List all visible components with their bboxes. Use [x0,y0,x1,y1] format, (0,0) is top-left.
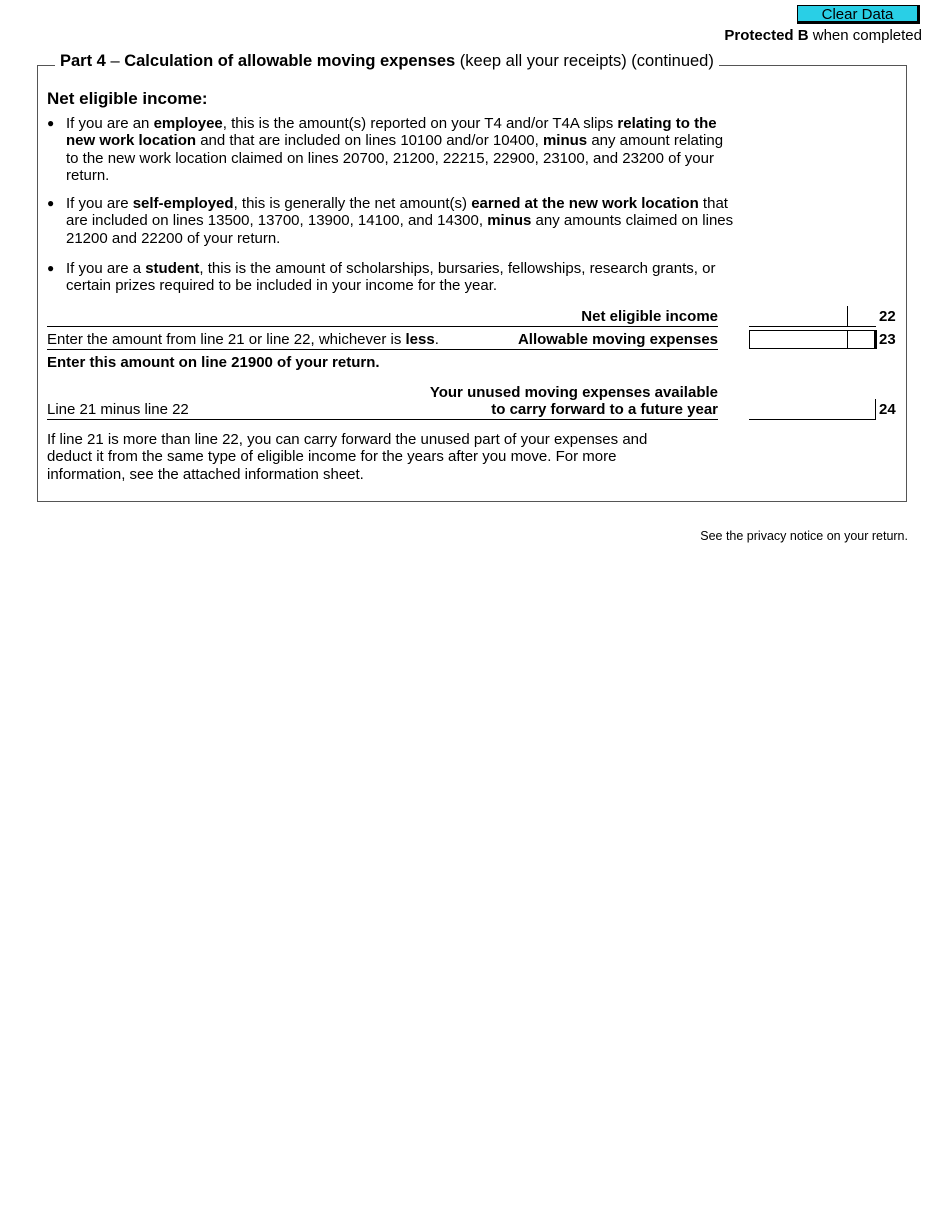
line23-cents-separator [847,330,848,349]
clear-data-button[interactable]: Clear Data [797,5,920,24]
line23-divider [47,349,718,350]
bullet-icon: ● [47,261,55,275]
part4-heading: Calculation of allowable moving expenses [124,52,456,70]
part4-number: Part 4 [60,52,106,70]
line22-label: Net eligible income [581,308,718,325]
bullet-icon: ● [47,116,55,130]
line22-cents-separator [847,306,848,326]
part4-dash: – [105,52,125,70]
net-eligible-income-heading: Net eligible income: [47,89,208,108]
line24-cents-separator [875,399,876,419]
line24-label-line2: to carry forward to a future year [491,401,718,418]
protected-b-notice [724,27,922,44]
carry-forward-note: If line 21 is more than line 22, you can carry forward the unused part of your expenses and deduct it from the same type of eligible income for the years after you move. For more information, see the attached information sheet. [47,431,648,483]
protected-b-label: Protected B [724,27,809,44]
line24-divider [47,419,718,420]
line23-instruction: Enter the amount from line 21 or line 22, whichever is less. [47,331,439,348]
line24-amount-field[interactable] [752,401,872,418]
part4-title [55,52,719,71]
bullet-icon: ● [47,196,55,210]
line23-box-edge [875,330,877,349]
line23-amount-field[interactable] [752,331,844,348]
bullet-self-employed-text: If you are self-employed, this is generally the net amount(s) earned at the new work location that are included on lines 13500, 13700, 13900, 14100, and 14300, minus any amounts claimed on lines 21200 and 22200 of your return. [66,195,734,247]
line23-number: 23 [879,331,896,348]
line24-field-underline [749,419,876,420]
bullet-employee-text: If you are an employee, this is the amount(s) reported on your T4 and/or T4A slips relating to the new work location and that are included on lines 10100 and/or 10400, minus any amount relating to the new work location claimed on lines 20700, 21200, 22215, 22900, 23100, and 23200 of your return. [66,115,724,184]
line24-calculation-text: Line 21 minus line 22 [47,401,189,418]
line24-label-line1: Your unused moving expenses available [429,384,718,401]
line22-number: 22 [879,308,896,325]
protected-b-suffix: when completed [808,27,922,44]
part4-subtitle: (keep all your receipts) (continued) [455,52,714,70]
line24-number: 24 [879,401,896,418]
enter-on-line-21900-instruction: Enter this amount on line 21900 of your return. [47,354,380,371]
line22-divider [47,326,718,327]
line22-amount-field[interactable] [752,308,844,325]
privacy-notice: See the privacy notice on your return. [700,529,908,543]
bullet-student-text: If you are a student, this is the amount of scholarships, bursaries, fellowships, research grants, or certain prizes required to be included in your income for the year. [66,260,716,295]
line23-label: Allowable moving expenses [517,331,718,348]
line22-field-underline [749,326,876,327]
